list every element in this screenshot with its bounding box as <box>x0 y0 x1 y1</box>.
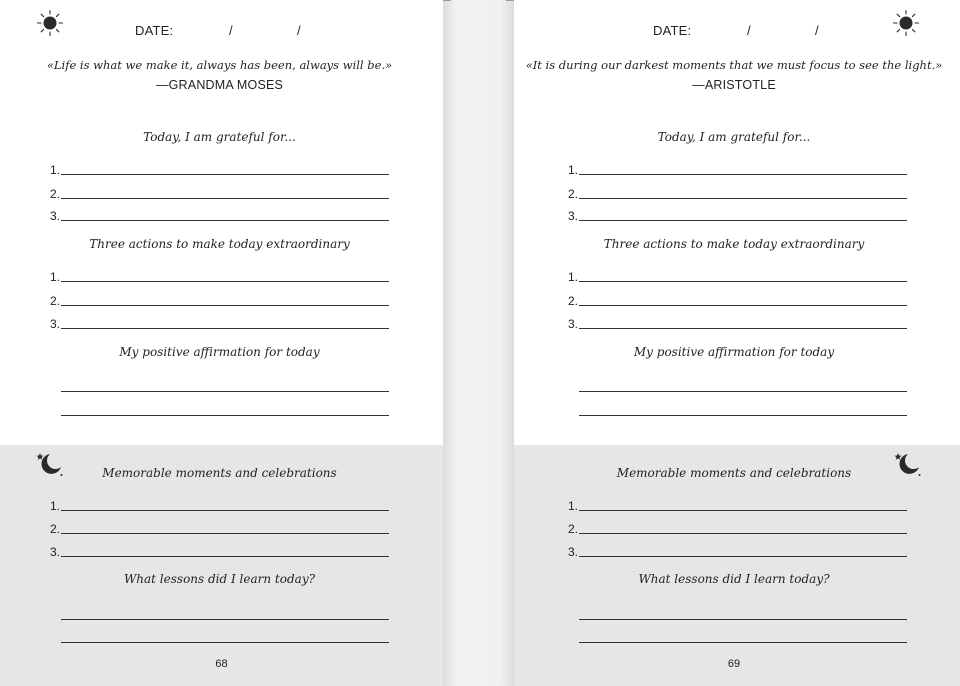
date-separator-1: / <box>229 23 233 38</box>
moment-line-3[interactable] <box>579 556 907 557</box>
quote-author: —ARISTOTLE <box>692 78 776 92</box>
moments-heading: Memorable moments and celebrations <box>102 466 337 480</box>
action-number-3: 3. <box>568 317 579 331</box>
grateful-line-1[interactable] <box>579 174 907 175</box>
affirmation-line-2[interactable] <box>579 415 907 416</box>
page-number: 68 <box>215 658 228 670</box>
lessons-heading: What lessons did I learn today? <box>638 572 830 586</box>
moment-number-1: 1. <box>50 499 61 513</box>
action-number-1: 1. <box>568 270 579 284</box>
lessons-line-1[interactable] <box>579 619 907 620</box>
date-field <box>653 23 691 38</box>
grateful-number-1: 1. <box>568 163 579 177</box>
quote-author: —GRANDMA MOSES <box>155 78 284 92</box>
grateful-line-1[interactable] <box>61 174 389 175</box>
moment-number-3: 3. <box>568 545 579 559</box>
evening-section <box>0 445 443 686</box>
action-number-3: 3. <box>50 317 61 331</box>
moment-number-3: 3. <box>50 545 61 559</box>
lessons-line-2[interactable] <box>579 642 907 643</box>
action-line-2[interactable] <box>579 305 907 306</box>
moment-number-2: 2. <box>568 522 579 536</box>
action-line-3[interactable] <box>61 328 389 329</box>
grateful-heading: Today, I am grateful for... <box>143 130 296 144</box>
grateful-line-3[interactable] <box>61 220 389 221</box>
grateful-number-1: 1. <box>50 163 61 177</box>
evening-section <box>514 445 960 686</box>
quote-text: «It is during our darkest moments that we must focus to see the light.» <box>525 58 943 72</box>
gutter-mark-left <box>443 0 451 1</box>
grateful-number-2: 2. <box>50 187 61 201</box>
lessons-line-1[interactable] <box>61 619 389 620</box>
moment-line-3[interactable] <box>61 556 389 557</box>
moment-line-2[interactable] <box>61 533 389 534</box>
grateful-number-2: 2. <box>568 187 579 201</box>
affirmation-line-1[interactable] <box>579 391 907 392</box>
grateful-number-3: 3. <box>568 209 579 223</box>
action-line-2[interactable] <box>61 305 389 306</box>
date-separator-2: / <box>297 23 301 38</box>
actions-heading: Three actions to make today extraordinary <box>603 237 865 251</box>
quote-text: «Life is what we make it, always has been, always will be.» <box>46 58 393 72</box>
date-separator-2: / <box>815 23 819 38</box>
date-field <box>135 23 173 38</box>
grateful-number-3: 3. <box>50 209 61 223</box>
moment-number-2: 2. <box>50 522 61 536</box>
date-separator-1: / <box>747 23 751 38</box>
gutter-mark-right <box>506 0 514 1</box>
action-line-1[interactable] <box>579 281 907 282</box>
journal-page-right <box>514 0 960 686</box>
date-label: DATE: <box>653 23 692 38</box>
affirmation-line-2[interactable] <box>61 415 389 416</box>
page-number: 69 <box>727 658 741 670</box>
action-number-1: 1. <box>50 270 61 284</box>
moment-line-1[interactable] <box>579 510 907 511</box>
moment-number-1: 1. <box>568 499 579 513</box>
action-number-2: 2. <box>50 294 61 308</box>
lessons-heading: What lessons did I learn today? <box>123 572 316 586</box>
journal-page-left <box>0 0 443 686</box>
sun-icon <box>892 9 920 37</box>
date-label: DATE: <box>135 23 174 38</box>
moments-heading: Memorable moments and celebrations <box>616 466 852 480</box>
affirmation-heading: My positive affirmation for today <box>633 345 835 359</box>
moment-line-1[interactable] <box>61 510 389 511</box>
action-line-1[interactable] <box>61 281 389 282</box>
affirmation-line-1[interactable] <box>61 391 389 392</box>
affirmation-heading: My positive affirmation for today <box>119 345 320 359</box>
book-gutter <box>443 0 514 686</box>
moon-stars-icon <box>892 450 924 478</box>
grateful-heading: Today, I am grateful for... <box>657 130 811 144</box>
grateful-line-2[interactable] <box>61 198 389 199</box>
sun-icon <box>36 9 64 37</box>
moment-line-2[interactable] <box>579 533 907 534</box>
lessons-line-2[interactable] <box>61 642 389 643</box>
grateful-line-3[interactable] <box>579 220 907 221</box>
grateful-line-2[interactable] <box>579 198 907 199</box>
action-number-2: 2. <box>568 294 579 308</box>
actions-heading: Three actions to make today extraordinary <box>89 237 350 251</box>
action-line-3[interactable] <box>579 328 907 329</box>
